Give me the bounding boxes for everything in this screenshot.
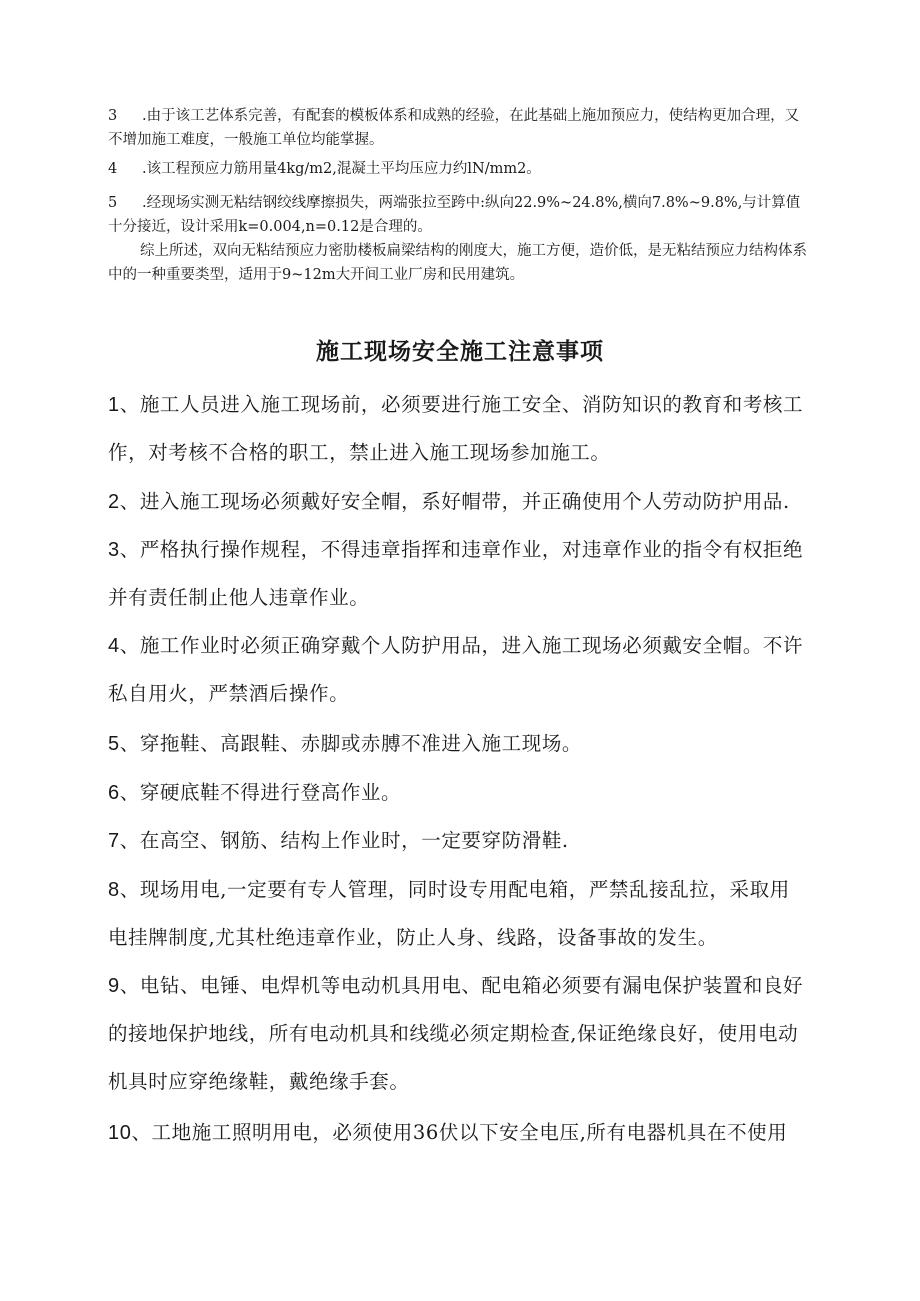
safety-item-8	[108, 866, 808, 962]
item-number: 1	[108, 394, 120, 416]
safety-item-10	[108, 1109, 808, 1157]
item-text: 、穿硬底鞋不得进行登高作业。	[119, 781, 402, 804]
item-number: 7	[108, 830, 120, 852]
safety-item-6	[108, 769, 808, 817]
intro-paragraph-4	[108, 157, 808, 181]
item-number: 5	[108, 733, 120, 755]
paragraph-text: .经现场实测无粘结钢绞线摩擦损失，两端张拉至跨中:纵向22.9%~24.8%,横向7.8%~9.8%,与计算值十分接近，设计采用k=0.004,n=0.12是合理的。	[108, 195, 801, 235]
paragraph-number: 5	[108, 195, 118, 211]
safety-item-7	[108, 817, 808, 865]
safety-item-1	[108, 381, 808, 477]
item-text: 、现场用电,一定要有专人管理，同时设专用配电箱，严禁乱接乱拉，采取用电挂牌制度,尤其杜绝违章作业，防止人身、线路，设备事故的发生。	[108, 878, 790, 949]
intro-paragraph-5	[108, 191, 808, 239]
item-number: 8	[108, 879, 120, 901]
paragraph-text: .由于该工艺体系完善，有配套的模板体系和成熟的经验，在此基础上施加预应力，使结构更加合理，又不增加施工难度，一般施工单位均能掌握。	[108, 108, 800, 148]
item-text: 、严格执行操作规程，不得违章指挥和违章作业，对违章作业的指令有权拒绝并有责任制止他人违章作业。	[108, 538, 804, 609]
item-text: 、施工作业时必须正确穿戴个人防护用品，进入施工现场必须戴安全帽。不许私自用火，严禁酒后操作。	[108, 634, 804, 705]
intro-paragraph-3	[108, 104, 808, 152]
intro-summary: 综上所述，双向无粘结预应力密肋楼板扁梁结构的刚度大，施工方便，造价低，是无粘结预应力结构体系中的一种重要类型，适用于9~12m大开间工业厂房和民用建筑。	[108, 243, 807, 283]
item-number: 10	[108, 1122, 132, 1144]
safety-item-3	[108, 526, 808, 622]
page-title: 施工现场安全施工注意事项	[316, 338, 604, 365]
item-text: 、电钻、电锤、电焊机等电动机具用电、配电箱必须要有漏电保护装置和良好的接地保护地线，所有电动机具和线缆必须定期检查,保证绝缘良好，使用电动机具时应穿绝缘鞋，戴绝缘手套。	[108, 974, 804, 1093]
item-text: 、工地施工照明用电，必须使用36伏以下安全电压,所有电器机具在不使用	[131, 1121, 788, 1144]
item-text: 、施工人员进入施工现场前，必须要进行施工安全、消防知识的教育和考核工作，对考核不合格的职工，禁止进入施工现场参加施工。	[108, 393, 804, 464]
paragraph-number: 4	[108, 161, 118, 177]
item-number: 9	[108, 975, 120, 997]
item-number: 4	[108, 635, 120, 657]
item-text: 、在高空、钢筋、结构上作业时，一定要穿防滑鞋.	[119, 829, 569, 852]
item-number: 6	[108, 782, 120, 804]
item-number: 3	[108, 539, 120, 561]
safety-item-9	[108, 962, 808, 1106]
item-text: 、进入施工现场必须戴好安全帽，系好帽带，并正确使用个人劳动防护用品.	[119, 490, 790, 513]
item-number: 2	[108, 491, 120, 513]
safety-item-4	[108, 622, 808, 718]
safety-item-2	[108, 478, 808, 526]
safety-item-5	[108, 720, 808, 768]
item-text: 、穿拖鞋、高跟鞋、赤脚或赤膊不准进入施工现场。	[119, 732, 583, 755]
paragraph-number: 3	[108, 108, 118, 124]
paragraph-text: .该工程预应力筋用量4kg∕m2,混凝土平均压应力约lN/mm2。	[142, 161, 541, 177]
